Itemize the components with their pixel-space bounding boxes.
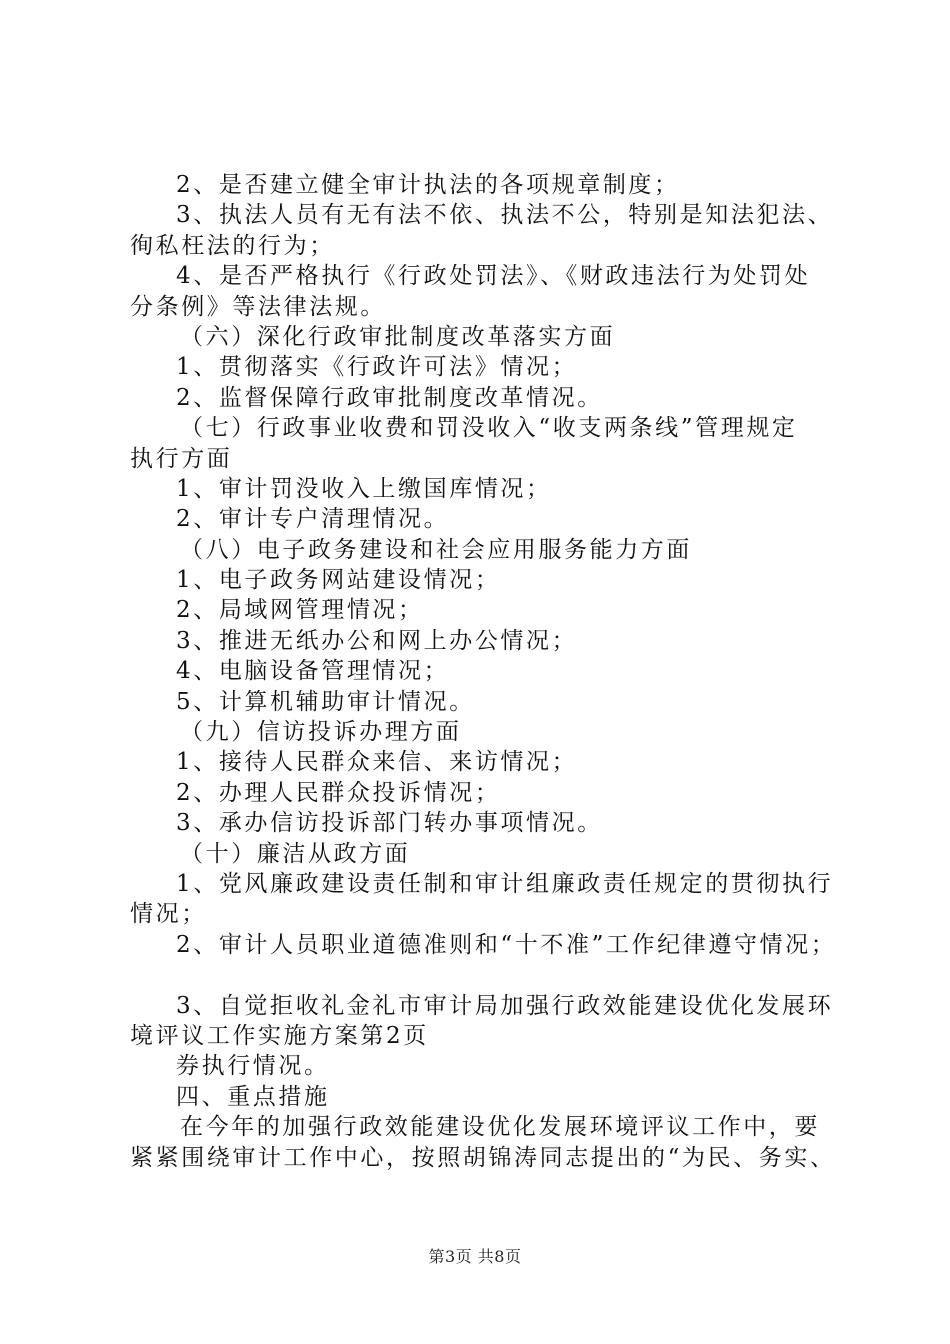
text-line: 5、计算机辅助审计情况。 <box>176 688 475 715</box>
text-line: 2、监督保障行政审批制度改革情况。 <box>176 384 603 411</box>
document-body <box>130 170 846 1173</box>
text-line: 2、局域网管理情况； <box>176 597 424 624</box>
text-line: 1、审计罚没收入上缴国库情况； <box>176 475 552 502</box>
text-line: 4、电脑设备管理情况； <box>176 658 450 685</box>
text-line: 紧紧围绕审计工作中心，按照胡锦涛同志提出的“为民、务实、 <box>130 1144 836 1171</box>
text-line: 券执行情况。 <box>176 1053 330 1080</box>
text-line: 1、党风廉政建设责任制和审计组廉政责任规定的贯彻执行 <box>176 870 834 897</box>
text-line: 1、贯彻落实《行政许可法》情况； <box>176 354 578 381</box>
text-line: 2、是否建立健全审计执法的各项规章制度； <box>176 172 680 198</box>
text-line: 4、是否严格执行《行政处罚法》、《财政违法行为处罚处 <box>176 263 811 290</box>
section-heading: （七）行政事业收费和罚没收入“收支两条线”管理规定 <box>180 415 798 442</box>
text-line: 分条例》等法律法规。 <box>130 293 386 320</box>
page-number-footer: 第3页 共8页 <box>428 1247 522 1266</box>
text-line: 徇私枉法的行为； <box>130 232 335 259</box>
section-heading: 四、重点措施 <box>176 1083 330 1110</box>
text-line: 3、自觉拒收礼金礼市审计局加强行政效能建设优化发展环 <box>176 992 834 1019</box>
text-line: 在今年的加强行政效能建设优化发展环境评议工作中，要 <box>180 1114 820 1141</box>
text-line: 2、审计人员职业道德准则和“十不准”工作纪律遵守情况； <box>176 931 837 958</box>
section-heading: （八）电子政务建设和社会应用服务能力方面 <box>180 536 692 563</box>
text-line: 3、承办信访投诉部门转办事项情况。 <box>176 810 603 837</box>
blank-line <box>130 960 846 990</box>
section-heading: （九）信访投诉办理方面 <box>180 719 462 746</box>
text-line: 境评议工作实施方案第2页 <box>130 1022 429 1049</box>
section-heading: （六）深化行政审批制度改革落实方面 <box>180 323 616 350</box>
text-line: 情况； <box>130 901 207 928</box>
text-line: 2、审计专户清理情况。 <box>176 506 450 533</box>
text-line: 执行方面 <box>130 445 233 472</box>
text-line: 2、办理人民群众投诉情况； <box>176 779 501 806</box>
text-line: 1、接待人民群众来信、来访情况； <box>176 749 578 776</box>
text-line: 3、推进无纸办公和网上办公情况； <box>176 627 578 654</box>
text-line: 3、执法人员有无有法不依、执法不公，特别是知法犯法、 <box>176 202 834 229</box>
section-heading: （十）廉洁从政方面 <box>180 840 411 867</box>
text-line: 1、电子政务网站建设情况； <box>176 567 501 594</box>
